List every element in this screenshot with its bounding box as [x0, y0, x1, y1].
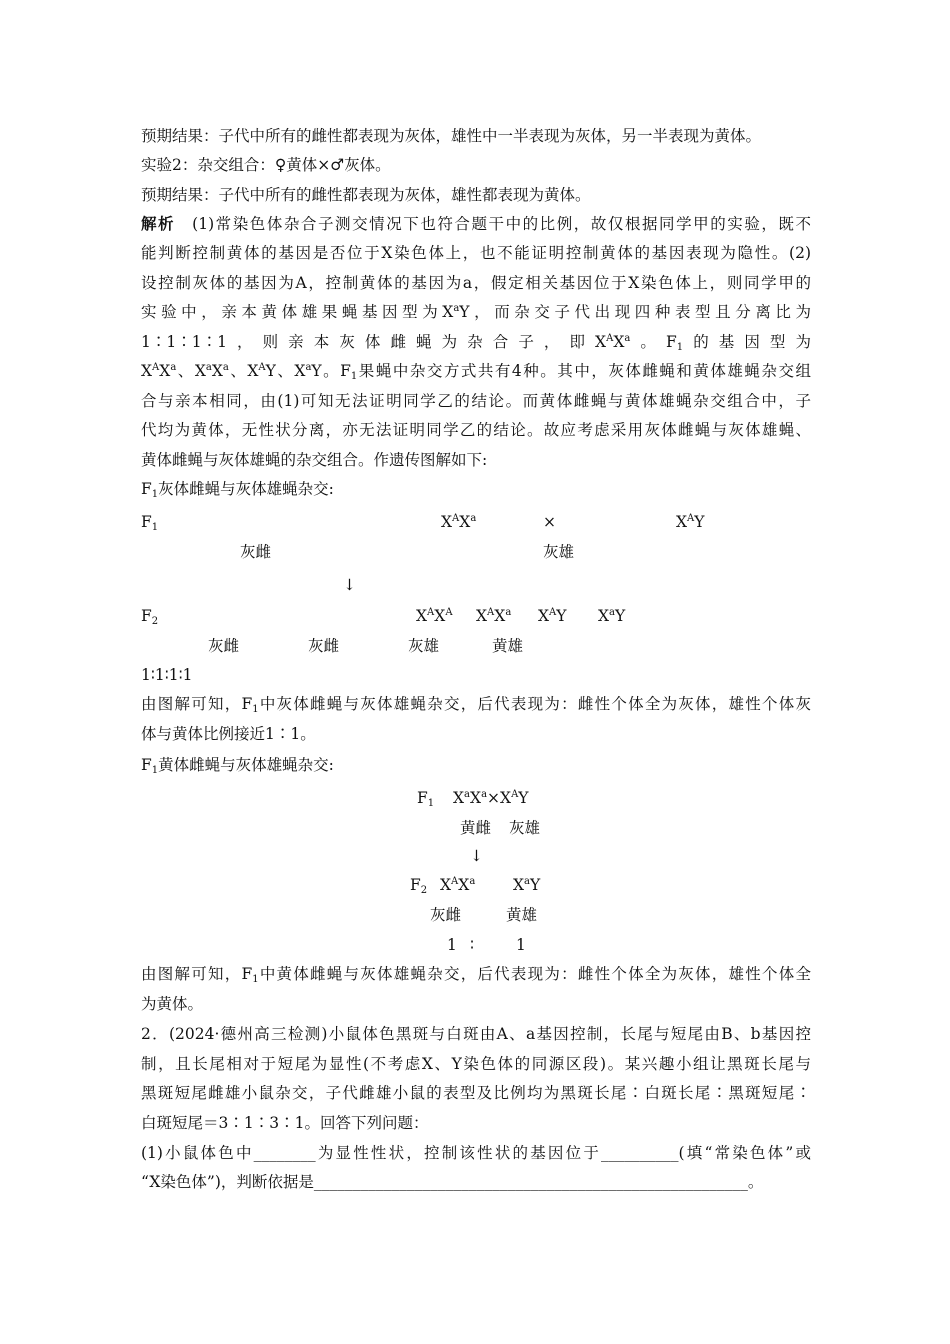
experiment-2: 实验2：杂交组合：♀黄体×♂灰体。: [141, 156, 391, 174]
allele-sup: a: [305, 362, 312, 373]
cross1-offspring-1: [416, 606, 453, 626]
text-segment: 灰体雌蝇与灰体雄蝇杂交:: [158, 480, 334, 498]
text-segment: 果蝇中杂交方式共有4种。其中，灰体雌蝇和黄体雄蝇杂交组: [357, 362, 811, 380]
cross1-female-genotype: [441, 512, 476, 532]
analysis-line-8: 代均为黄体，无性状分离，亦无法证明同学乙的结论。故应考虑采用灰体雌蝇与灰体雄蝇、: [141, 421, 811, 439]
allele-sup: a: [222, 362, 229, 373]
analysis-text: (1)常染色体杂合子测交情况下也符合题干中的比例，故仅根据同学甲的实验，既不: [192, 215, 811, 233]
text-segment: Y，而杂交子代出现四种表型且分离比为: [459, 303, 811, 321]
analysis-label: 解析: [141, 214, 176, 233]
allele-sup: A: [549, 607, 557, 618]
text-segment: X: [494, 607, 506, 625]
generation-sub: 1: [427, 798, 435, 809]
allele-sup: A: [445, 607, 453, 618]
analysis-line-3: 设控制灰体的基因为A，控制黄体的基因为a，假定相关基因位于X染色体上，则同学甲的: [141, 274, 811, 292]
allele-sup: A: [258, 362, 266, 373]
text-segment: 由图解可知，F: [141, 695, 253, 713]
text-segment: X: [434, 607, 446, 625]
text-segment: X: [416, 607, 428, 625]
text-segment: Y: [556, 607, 567, 625]
allele-sup: A: [427, 607, 435, 618]
allele-sup: A: [511, 789, 519, 800]
text-segment: X: [598, 607, 610, 625]
cross1-f1-label: [141, 512, 158, 532]
generation-sub: 1: [350, 371, 358, 382]
text-segment: ×X: [487, 789, 512, 807]
text-segment: 实验中，亲本黄体雄果蝇基因型为X: [141, 303, 454, 321]
cross1-arrow: ↓: [343, 576, 356, 594]
generation-sub: 1: [151, 765, 159, 776]
analysis-line-5: [141, 332, 811, 352]
allele-sup: A: [451, 876, 459, 887]
cross1-heading: [141, 479, 811, 499]
text-segment: X: [513, 876, 525, 894]
text-segment: 中黄体雌蝇与灰体雄蝇杂交，后代表现为：雌性个体全为灰体，雄性个体全: [258, 965, 811, 983]
question-2-line-3: 黑斑短尾雌雄小鼠杂交，子代雌雄小鼠的表型及比例均为黑斑长尾∶白斑长尾∶黑斑短尾∶: [141, 1084, 811, 1102]
allele-sup: A: [606, 333, 614, 344]
cross1-phenotype-1: 灰雌: [208, 637, 240, 655]
text-segment: 中灰体雌蝇与灰体雄蝇杂交，后代表现为：雌性个体全为灰体，雄性个体灰: [258, 695, 811, 713]
text-segment: X: [159, 362, 171, 380]
text-segment: F: [417, 789, 428, 807]
text-segment: X: [453, 789, 465, 807]
text-segment: X: [440, 876, 452, 894]
generation-sub: 1: [676, 342, 684, 353]
cross2-parent-cross: [453, 788, 529, 808]
cross1-male-genotype: [676, 512, 705, 532]
text-segment: X: [211, 362, 223, 380]
allele-sup: a: [170, 362, 177, 373]
text-segment: Y、X: [265, 362, 306, 380]
text-segment: 1∶1∶1∶1，则亲本灰体雌蝇为杂合子，即X: [141, 333, 607, 351]
text-segment: F: [410, 876, 421, 894]
allele-sup: a: [469, 876, 476, 887]
analysis-line-6: [141, 361, 811, 381]
text-segment: Y: [615, 607, 626, 625]
allele-sup: a: [453, 303, 460, 314]
cross1-phenotype-4: 黄雄: [492, 637, 524, 655]
cross2-f1-label: [417, 788, 434, 808]
text-segment: X: [470, 789, 482, 807]
allele-sup: a: [205, 362, 212, 373]
conclusion-2-line-1: [141, 964, 811, 984]
text-segment: X: [441, 513, 453, 531]
text-segment: 、X: [176, 362, 206, 380]
text-segment: Y: [530, 876, 541, 894]
text-segment: X: [676, 513, 688, 531]
text-segment: F: [141, 756, 152, 774]
cross2-phenotype-1: 灰雌: [430, 906, 462, 924]
text-segment: 黄体雌蝇与灰体雄蝇杂交:: [158, 756, 334, 774]
question-2-line-2: 制，且长尾相对于短尾为显性(不考虑X、Y染色体的同源区段)。某兴趣小组让黑斑长尾与: [141, 1055, 811, 1073]
generation-sub: 2: [151, 616, 159, 627]
text-segment: X: [141, 362, 153, 380]
text-segment: Y。F: [311, 362, 351, 380]
cross2-offspring-1: [440, 875, 475, 895]
cross2-f2-label: [410, 875, 427, 895]
text-segment: X: [458, 876, 470, 894]
cross2-offspring-2: [513, 875, 540, 895]
expected-result-2: 预期结果：子代中所有的雌性都表现为灰体，雄性都表现为黄体。: [141, 186, 591, 204]
text-segment: X: [476, 607, 488, 625]
cross2-ratio-1: 1: [447, 936, 457, 954]
text-segment: 的基因型为: [683, 333, 811, 351]
question-2-line-4: 白斑短尾＝3∶1∶3∶1。回答下列问题：: [141, 1114, 429, 1132]
analysis-line-4: [141, 302, 811, 322]
cross1-phenotype-3: 灰雄: [408, 637, 440, 655]
cross2-phenotype-male: 灰雄: [509, 819, 541, 837]
text-segment: F: [141, 480, 152, 498]
text-segment: X: [538, 607, 550, 625]
cross1-offspring-4: [598, 606, 625, 626]
question-2-line-1: 2．(2024·德州高三检测)小鼠体色黑斑与白斑由A、a基因控制，长尾与短尾由B、b基因控: [141, 1025, 811, 1043]
conclusion-2-line-2: 为黄体。: [141, 995, 204, 1013]
text-segment: Y: [518, 789, 529, 807]
allele-sup: a: [464, 789, 471, 800]
cross1-female-phenotype: 灰雌: [240, 543, 272, 561]
allele-sup: A: [687, 513, 695, 524]
allele-sup: a: [505, 607, 512, 618]
generation-sub: 1: [151, 522, 159, 533]
analysis-line-2: 能判断控制黄体的基因是否位于X染色体上，也不能证明控制黄体的基因表现为隐性。(2): [141, 244, 811, 262]
question-2-sub1-line-1: (1)小鼠体色中________为显性性状，控制该性状的基因位于__________(填“常染色体”或: [141, 1144, 811, 1162]
conclusion-1-line-2: 体与黄体比例接近1∶1。: [141, 725, 316, 743]
cross2-arrow: ↓: [470, 847, 483, 865]
cross2-phenotype-female: 黄雌: [460, 819, 492, 837]
analysis-line-9: 黄体雌蝇与灰体雄蝇的杂交组合。作遗传图解如下:: [141, 451, 488, 469]
text-segment: F: [141, 513, 152, 531]
cross1-phenotype-2: 灰雌: [308, 637, 340, 655]
allele-sup: A: [487, 607, 495, 618]
cross1-offspring-3: [538, 606, 567, 626]
allele-sup: a: [624, 333, 631, 344]
allele-sup: a: [481, 789, 488, 800]
cross2-heading: [141, 755, 811, 775]
cross1-male-phenotype: 灰雄: [543, 543, 575, 561]
cross1-ratio: 1∶1∶1∶1: [141, 666, 193, 684]
cross2-ratio-colon: ∶: [470, 936, 475, 954]
text-segment: F: [141, 607, 152, 625]
generation-sub: 1: [151, 489, 159, 500]
allele-sup: a: [524, 876, 531, 887]
generation-sub: 2: [420, 885, 428, 896]
analysis-line-7: 合与亲本相同，由(1)可知无法证明同学乙的结论。而黄体雌蝇与黄体雄蝇杂交组合中，子: [141, 392, 811, 410]
cross1-offspring-2: [476, 606, 511, 626]
allele-sup: a: [609, 607, 616, 618]
generation-sub: 1: [252, 974, 259, 985]
cross1-times: ×: [543, 513, 556, 531]
cross2-phenotype-2: 黄雄: [506, 906, 538, 924]
text-segment: X: [459, 513, 471, 531]
cross2-ratio-2: 1: [516, 936, 526, 954]
expected-result-1: 预期结果：子代中所有的雌性都表现为灰体，雄性中一半表现为灰体，另一半表现为黄体。: [141, 127, 762, 145]
text-segment: Y: [694, 513, 705, 531]
conclusion-1-line-1: [141, 694, 811, 714]
allele-sup: A: [452, 513, 460, 524]
text-segment: 、X: [228, 362, 259, 380]
allele-sup: A: [152, 362, 160, 373]
allele-sup: a: [470, 513, 477, 524]
generation-sub: 1: [252, 704, 259, 715]
text-segment: 由图解可知，F: [141, 965, 253, 983]
question-2-sub1-line-2: “X染色体”)，判断依据是________________________________________________________。: [141, 1173, 764, 1191]
analysis-line-1: [141, 214, 811, 234]
cross1-f2-label: [141, 606, 158, 626]
text-segment: 。F: [630, 333, 677, 351]
text-segment: X: [613, 333, 625, 351]
